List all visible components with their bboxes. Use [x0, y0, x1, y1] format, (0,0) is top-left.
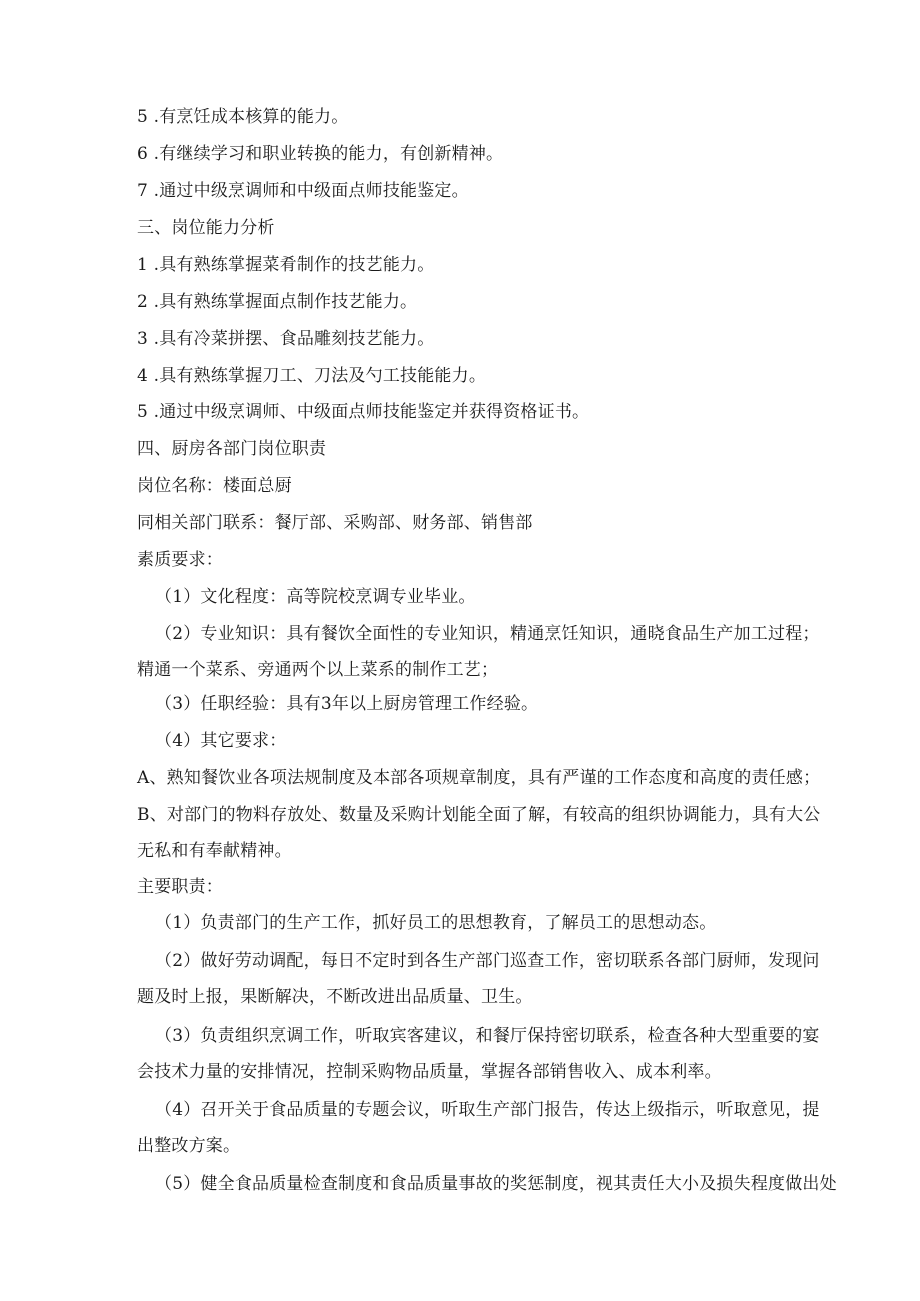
duty-item: （5）健全食品质量检查制度和食品质量事故的奖惩制度，视其责任大小及损失程度做出处: [155, 1174, 837, 1194]
other-requirement: A、熟知餐饮业各项法规制度及本部各项规章制度，具有严谨的工作态度和高度的责任感；: [137, 768, 821, 788]
quality-item: （1）文化程度：高等院校烹调专业毕业。: [155, 587, 476, 607]
duty-item: （1）负责部门的生产工作，抓好员工的思想教育，了解员工的思想动态。: [155, 913, 717, 933]
section-heading: 四、厨房各部门岗位职责: [137, 439, 327, 459]
list-item: 5 .通过中级烹调师、中级面点师技能鉴定并获得资格证书。: [137, 402, 590, 422]
list-item: 1 .具有熟练掌握菜肴制作的技艺能力。: [137, 255, 435, 275]
duty-item: （4）召开关于食品质量的专题会议，听取生产部门报告，传达上级指示，听取意见，提出整改方案。: [137, 1100, 820, 1156]
quality-heading: 素质要求：: [137, 550, 223, 570]
list-item: 4 .具有熟练掌握刀工、刀法及勺工技能能力。: [137, 366, 487, 386]
list-item: 2 .具有熟练掌握面点制作技艺能力。: [137, 292, 418, 312]
section-heading: 三、岗位能力分析: [137, 218, 275, 238]
quality-item: （4）其它要求：: [155, 731, 287, 751]
related-departments: 同相关部门联系：餐厅部、采购部、财务部、销售部: [137, 513, 533, 533]
duty-item: （2）做好劳动调配，每日不定时到各生产部门巡查工作，密切联系各部门厨师，发现问题及时上报，果断解决，不断改进出品质量、卫生。: [137, 951, 820, 1007]
list-item: 5 .有烹饪成本核算的能力。: [137, 107, 349, 127]
quality-item: （2）专业知识：具有餐饮全面性的专业知识，精通烹饪知识，通晓食品生产加工过程；精通一个菜系、旁通两个以上菜系的制作工艺；: [137, 624, 820, 680]
position-name: 岗位名称：楼面总厨: [137, 476, 292, 496]
other-requirement: B、对部门的物料存放处、数量及采购计划能全面了解，有较高的组织协调能力，具有大公无私和有奉献精神。: [137, 805, 821, 861]
list-item: 3 .具有冷菜拼摆、食品雕刻技艺能力。: [137, 329, 435, 349]
quality-item: （3）任职经验：具有3年以上厨房管理工作经验。: [155, 694, 539, 714]
duties-heading: 主要职责：: [137, 877, 223, 897]
list-item: 7 .通过中级烹调师和中级面点师技能鉴定。: [137, 181, 469, 201]
duty-item: （3）负责组织烹调工作，听取宾客建议，和餐厅保持密切联系，检查各种大型重要的宴会技术力量的安排情况，控制采购物品质量，掌握各部销售收入、成本利率。: [137, 1026, 820, 1082]
list-item: 6 .有继续学习和职业转换的能力，有创新精神。: [137, 144, 504, 164]
